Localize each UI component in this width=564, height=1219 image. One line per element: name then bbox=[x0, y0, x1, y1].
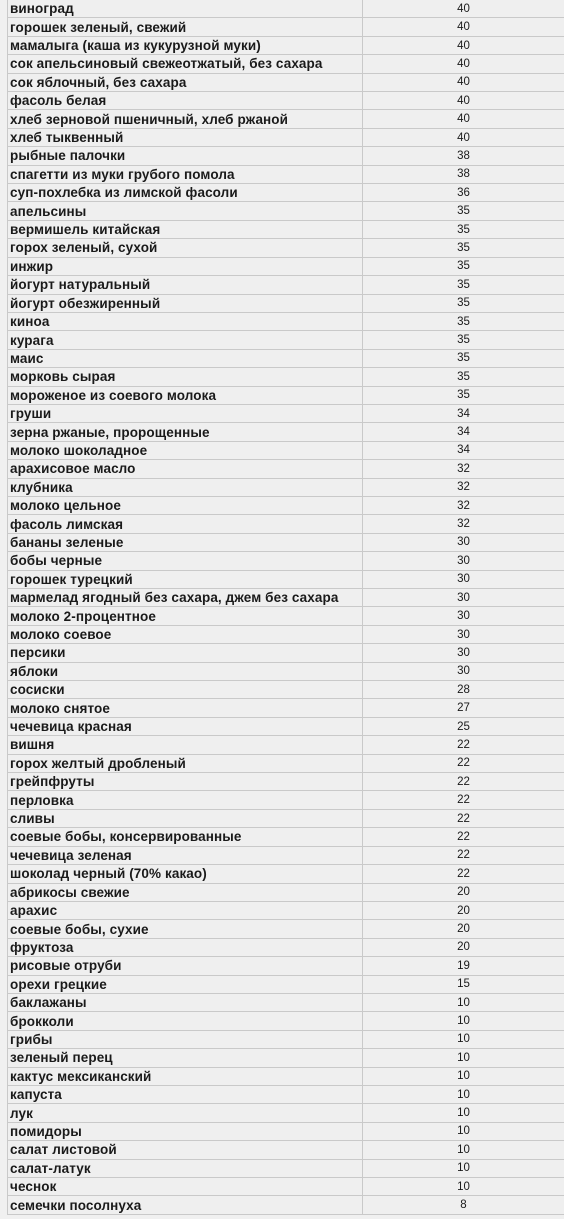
table-row bbox=[8, 993, 564, 1011]
glycemic-index-cell: 30 bbox=[363, 607, 564, 625]
food-name-cell: спагетти из муки грубого помола bbox=[8, 165, 363, 183]
glycemic-index-cell: 40 bbox=[363, 110, 564, 128]
food-name-cell: абрикосы свежие bbox=[8, 883, 363, 901]
glycemic-index-cell: 34 bbox=[363, 423, 564, 441]
glycemic-index-cell: 22 bbox=[363, 865, 564, 883]
table-row bbox=[8, 515, 564, 533]
glycemic-index-cell: 34 bbox=[363, 404, 564, 422]
glycemic-index-cell: 22 bbox=[363, 846, 564, 864]
table-row bbox=[8, 773, 564, 791]
food-name-cell: фасоль лимская bbox=[8, 515, 363, 533]
table-row bbox=[8, 791, 564, 809]
food-name-cell: молоко 2-процентное bbox=[8, 607, 363, 625]
food-name-cell: суп-похлебка из лимской фасоли bbox=[8, 184, 363, 202]
food-name-cell: сок апельсиновый свежеотжатый, без сахара bbox=[8, 55, 363, 73]
food-name-cell: помидоры bbox=[8, 1122, 363, 1140]
glycemic-index-cell: 30 bbox=[363, 552, 564, 570]
glycemic-index-cell: 40 bbox=[363, 0, 564, 18]
glycemic-index-cell: 35 bbox=[363, 331, 564, 349]
food-name-cell: брокколи bbox=[8, 1012, 363, 1030]
table-row bbox=[8, 1178, 564, 1196]
table-row bbox=[8, 957, 564, 975]
glycemic-index-cell: 34 bbox=[363, 441, 564, 459]
glycemic-index-cell: 10 bbox=[363, 993, 564, 1011]
glycemic-index-cell: 35 bbox=[363, 239, 564, 257]
food-name-cell: кактус мексиканский bbox=[8, 1067, 363, 1085]
glycemic-index-cell: 20 bbox=[363, 883, 564, 901]
food-name-cell: салат-латук bbox=[8, 1159, 363, 1177]
table-row bbox=[8, 1049, 564, 1067]
glycemic-index-cell: 22 bbox=[363, 809, 564, 827]
glycemic-index-cell: 35 bbox=[363, 368, 564, 386]
food-name-cell: молоко соевое bbox=[8, 625, 363, 643]
food-name-cell: чеснок bbox=[8, 1178, 363, 1196]
glycemic-index-cell: 27 bbox=[363, 699, 564, 717]
table-row bbox=[8, 1085, 564, 1103]
glycemic-index-cell: 40 bbox=[363, 92, 564, 110]
table-row bbox=[8, 662, 564, 680]
glycemic-index-cell: 35 bbox=[363, 257, 564, 275]
glycemic-index-cell: 32 bbox=[363, 460, 564, 478]
table-row bbox=[8, 92, 564, 110]
glycemic-index-cell: 10 bbox=[363, 1030, 564, 1048]
food-name-cell: соевые бобы, сухие bbox=[8, 920, 363, 938]
table-row bbox=[8, 0, 564, 18]
food-name-cell: рисовые отруби bbox=[8, 957, 363, 975]
table-row bbox=[8, 533, 564, 551]
food-name-cell: морковь сырая bbox=[8, 368, 363, 386]
glycemic-index-cell: 8 bbox=[363, 1196, 564, 1214]
food-name-cell: молоко цельное bbox=[8, 496, 363, 514]
glycemic-index-cell: 20 bbox=[363, 920, 564, 938]
table-row bbox=[8, 865, 564, 883]
food-name-cell: сок яблочный, без сахара bbox=[8, 73, 363, 91]
table-row bbox=[8, 754, 564, 772]
table-row bbox=[8, 368, 564, 386]
food-name-cell: бобы черные bbox=[8, 552, 363, 570]
table-row bbox=[8, 257, 564, 275]
table-row bbox=[8, 184, 564, 202]
food-name-cell: зеленый перец bbox=[8, 1049, 363, 1067]
glycemic-index-cell: 35 bbox=[363, 220, 564, 238]
food-name-cell: киноа bbox=[8, 312, 363, 330]
food-name-cell: курага bbox=[8, 331, 363, 349]
food-name-cell: хлеб зерновой пшеничный, хлеб ржаной bbox=[8, 110, 363, 128]
food-name-cell: арахис bbox=[8, 901, 363, 919]
glycemic-index-cell: 22 bbox=[363, 828, 564, 846]
glycemic-index-cell: 32 bbox=[363, 478, 564, 496]
glycemic-index-cell: 22 bbox=[363, 791, 564, 809]
glycemic-index-cell: 10 bbox=[363, 1012, 564, 1030]
table-body bbox=[8, 0, 564, 1214]
food-name-cell: горошек зеленый, свежий bbox=[8, 18, 363, 36]
food-name-cell: йогурт натуральный bbox=[8, 276, 363, 294]
glycemic-index-cell: 10 bbox=[363, 1178, 564, 1196]
table-row bbox=[8, 938, 564, 956]
table-row bbox=[8, 1067, 564, 1085]
food-name-cell: маис bbox=[8, 349, 363, 367]
food-name-cell: перловка bbox=[8, 791, 363, 809]
table-row bbox=[8, 1030, 564, 1048]
food-name-cell: чечевица красная bbox=[8, 717, 363, 735]
food-name-cell: горох желтый дробленый bbox=[8, 754, 363, 772]
food-name-cell: мармелад ягодный без сахара, джем без сахара bbox=[8, 589, 363, 607]
glycemic-index-cell: 30 bbox=[363, 589, 564, 607]
table-row bbox=[8, 920, 564, 938]
glycemic-index-cell: 22 bbox=[363, 736, 564, 754]
table-row bbox=[8, 404, 564, 422]
glycemic-index-cell: 30 bbox=[363, 570, 564, 588]
table-row bbox=[8, 460, 564, 478]
table-row bbox=[8, 570, 564, 588]
food-name-cell: салат листовой bbox=[8, 1141, 363, 1159]
food-name-cell: йогурт обезжиренный bbox=[8, 294, 363, 312]
food-name-cell: груши bbox=[8, 404, 363, 422]
table-row bbox=[8, 1159, 564, 1177]
glycemic-index-cell: 30 bbox=[363, 662, 564, 680]
food-name-cell: молоко снятое bbox=[8, 699, 363, 717]
glycemic-index-cell: 10 bbox=[363, 1067, 564, 1085]
table-row bbox=[8, 736, 564, 754]
table-row bbox=[8, 625, 564, 643]
glycemic-index-cell: 32 bbox=[363, 515, 564, 533]
food-name-cell: грибы bbox=[8, 1030, 363, 1048]
glycemic-index-cell: 35 bbox=[363, 294, 564, 312]
table-row bbox=[8, 312, 564, 330]
table-row bbox=[8, 478, 564, 496]
glycemic-index-cell: 36 bbox=[363, 184, 564, 202]
food-name-cell: арахисовое масло bbox=[8, 460, 363, 478]
table-row bbox=[8, 349, 564, 367]
table-row bbox=[8, 441, 564, 459]
table-row bbox=[8, 386, 564, 404]
food-name-cell: орехи грецкие bbox=[8, 975, 363, 993]
glycemic-index-cell: 40 bbox=[363, 73, 564, 91]
glycemic-index-cell: 22 bbox=[363, 754, 564, 772]
table-row bbox=[8, 147, 564, 165]
food-name-cell: инжир bbox=[8, 257, 363, 275]
food-name-cell: соевые бобы, консервированные bbox=[8, 828, 363, 846]
glycemic-index-cell: 40 bbox=[363, 55, 564, 73]
food-name-cell: фруктоза bbox=[8, 938, 363, 956]
food-name-cell: вишня bbox=[8, 736, 363, 754]
food-name-cell: чечевица зеленая bbox=[8, 846, 363, 864]
table-row bbox=[8, 699, 564, 717]
food-name-cell: персики bbox=[8, 644, 363, 662]
food-name-cell: горошек турецкий bbox=[8, 570, 363, 588]
glycemic-index-cell: 40 bbox=[363, 36, 564, 54]
table-row bbox=[8, 607, 564, 625]
table-row bbox=[8, 331, 564, 349]
food-name-cell: грейпфруты bbox=[8, 773, 363, 791]
food-name-cell: сосиски bbox=[8, 681, 363, 699]
table-row bbox=[8, 276, 564, 294]
table-row bbox=[8, 73, 564, 91]
food-name-cell: зерна ржаные, пророщенные bbox=[8, 423, 363, 441]
food-name-cell: виноград bbox=[8, 0, 363, 18]
table-row bbox=[8, 18, 564, 36]
glycemic-index-cell: 40 bbox=[363, 18, 564, 36]
glycemic-index-cell: 35 bbox=[363, 312, 564, 330]
glycemic-index-cell: 10 bbox=[363, 1122, 564, 1140]
glycemic-index-cell: 30 bbox=[363, 644, 564, 662]
table-row bbox=[8, 1196, 564, 1214]
food-name-cell: горох зеленый, сухой bbox=[8, 239, 363, 257]
table-row bbox=[8, 423, 564, 441]
food-name-cell: шоколад черный (70% какао) bbox=[8, 865, 363, 883]
food-name-cell: баклажаны bbox=[8, 993, 363, 1011]
food-name-cell: сливы bbox=[8, 809, 363, 827]
glycemic-index-cell: 19 bbox=[363, 957, 564, 975]
table-row bbox=[8, 1141, 564, 1159]
table-row bbox=[8, 1122, 564, 1140]
food-name-cell: бананы зеленые bbox=[8, 533, 363, 551]
table-row bbox=[8, 552, 564, 570]
food-name-cell: лук bbox=[8, 1104, 363, 1122]
food-name-cell: мороженое из соевого молока bbox=[8, 386, 363, 404]
table-row bbox=[8, 110, 564, 128]
glycemic-index-cell: 15 bbox=[363, 975, 564, 993]
table-row bbox=[8, 681, 564, 699]
table-row bbox=[8, 36, 564, 54]
table-row bbox=[8, 809, 564, 827]
glycemic-index-cell: 22 bbox=[363, 773, 564, 791]
table-row bbox=[8, 717, 564, 735]
table-row bbox=[8, 901, 564, 919]
glycemic-index-cell: 10 bbox=[363, 1049, 564, 1067]
table-row bbox=[8, 975, 564, 993]
table-row bbox=[8, 165, 564, 183]
table-row bbox=[8, 220, 564, 238]
glycemic-index-cell: 35 bbox=[363, 202, 564, 220]
food-name-cell: молоко шоколадное bbox=[8, 441, 363, 459]
food-name-cell: хлеб тыквенный bbox=[8, 128, 363, 146]
table-row bbox=[8, 589, 564, 607]
food-name-cell: мамалыга (каша из кукурузной муки) bbox=[8, 36, 363, 54]
glycemic-index-cell: 10 bbox=[363, 1159, 564, 1177]
glycemic-index-cell: 10 bbox=[363, 1141, 564, 1159]
table-row bbox=[8, 294, 564, 312]
glycemic-index-cell: 32 bbox=[363, 496, 564, 514]
glycemic-index-cell: 10 bbox=[363, 1085, 564, 1103]
glycemic-index-cell: 30 bbox=[363, 533, 564, 551]
glycemic-index-cell: 35 bbox=[363, 386, 564, 404]
glycemic-index-cell: 30 bbox=[363, 625, 564, 643]
table-row bbox=[8, 1012, 564, 1030]
glycemic-index-table bbox=[7, 0, 564, 1215]
table-row bbox=[8, 55, 564, 73]
table-row bbox=[8, 239, 564, 257]
food-name-cell: вермишель китайская bbox=[8, 220, 363, 238]
table-row bbox=[8, 644, 564, 662]
food-name-cell: апельсины bbox=[8, 202, 363, 220]
glycemic-index-cell: 35 bbox=[363, 349, 564, 367]
food-name-cell: рыбные палочки bbox=[8, 147, 363, 165]
food-name-cell: капуста bbox=[8, 1085, 363, 1103]
table-row bbox=[8, 128, 564, 146]
food-name-cell: фасоль белая bbox=[8, 92, 363, 110]
glycemic-index-cell: 25 bbox=[363, 717, 564, 735]
food-name-cell: семечки посолнуха bbox=[8, 1196, 363, 1214]
glycemic-index-cell: 40 bbox=[363, 128, 564, 146]
food-name-cell: яблоки bbox=[8, 662, 363, 680]
table-row bbox=[8, 883, 564, 901]
glycemic-index-cell: 35 bbox=[363, 276, 564, 294]
glycemic-index-cell: 20 bbox=[363, 901, 564, 919]
table-row bbox=[8, 846, 564, 864]
table-row bbox=[8, 1104, 564, 1122]
glycemic-index-cell: 28 bbox=[363, 681, 564, 699]
glycemic-index-cell: 38 bbox=[363, 165, 564, 183]
table-row bbox=[8, 828, 564, 846]
glycemic-index-cell: 20 bbox=[363, 938, 564, 956]
table-row bbox=[8, 496, 564, 514]
glycemic-index-cell: 10 bbox=[363, 1104, 564, 1122]
table-row bbox=[8, 202, 564, 220]
glycemic-index-cell: 38 bbox=[363, 147, 564, 165]
food-name-cell: клубника bbox=[8, 478, 363, 496]
